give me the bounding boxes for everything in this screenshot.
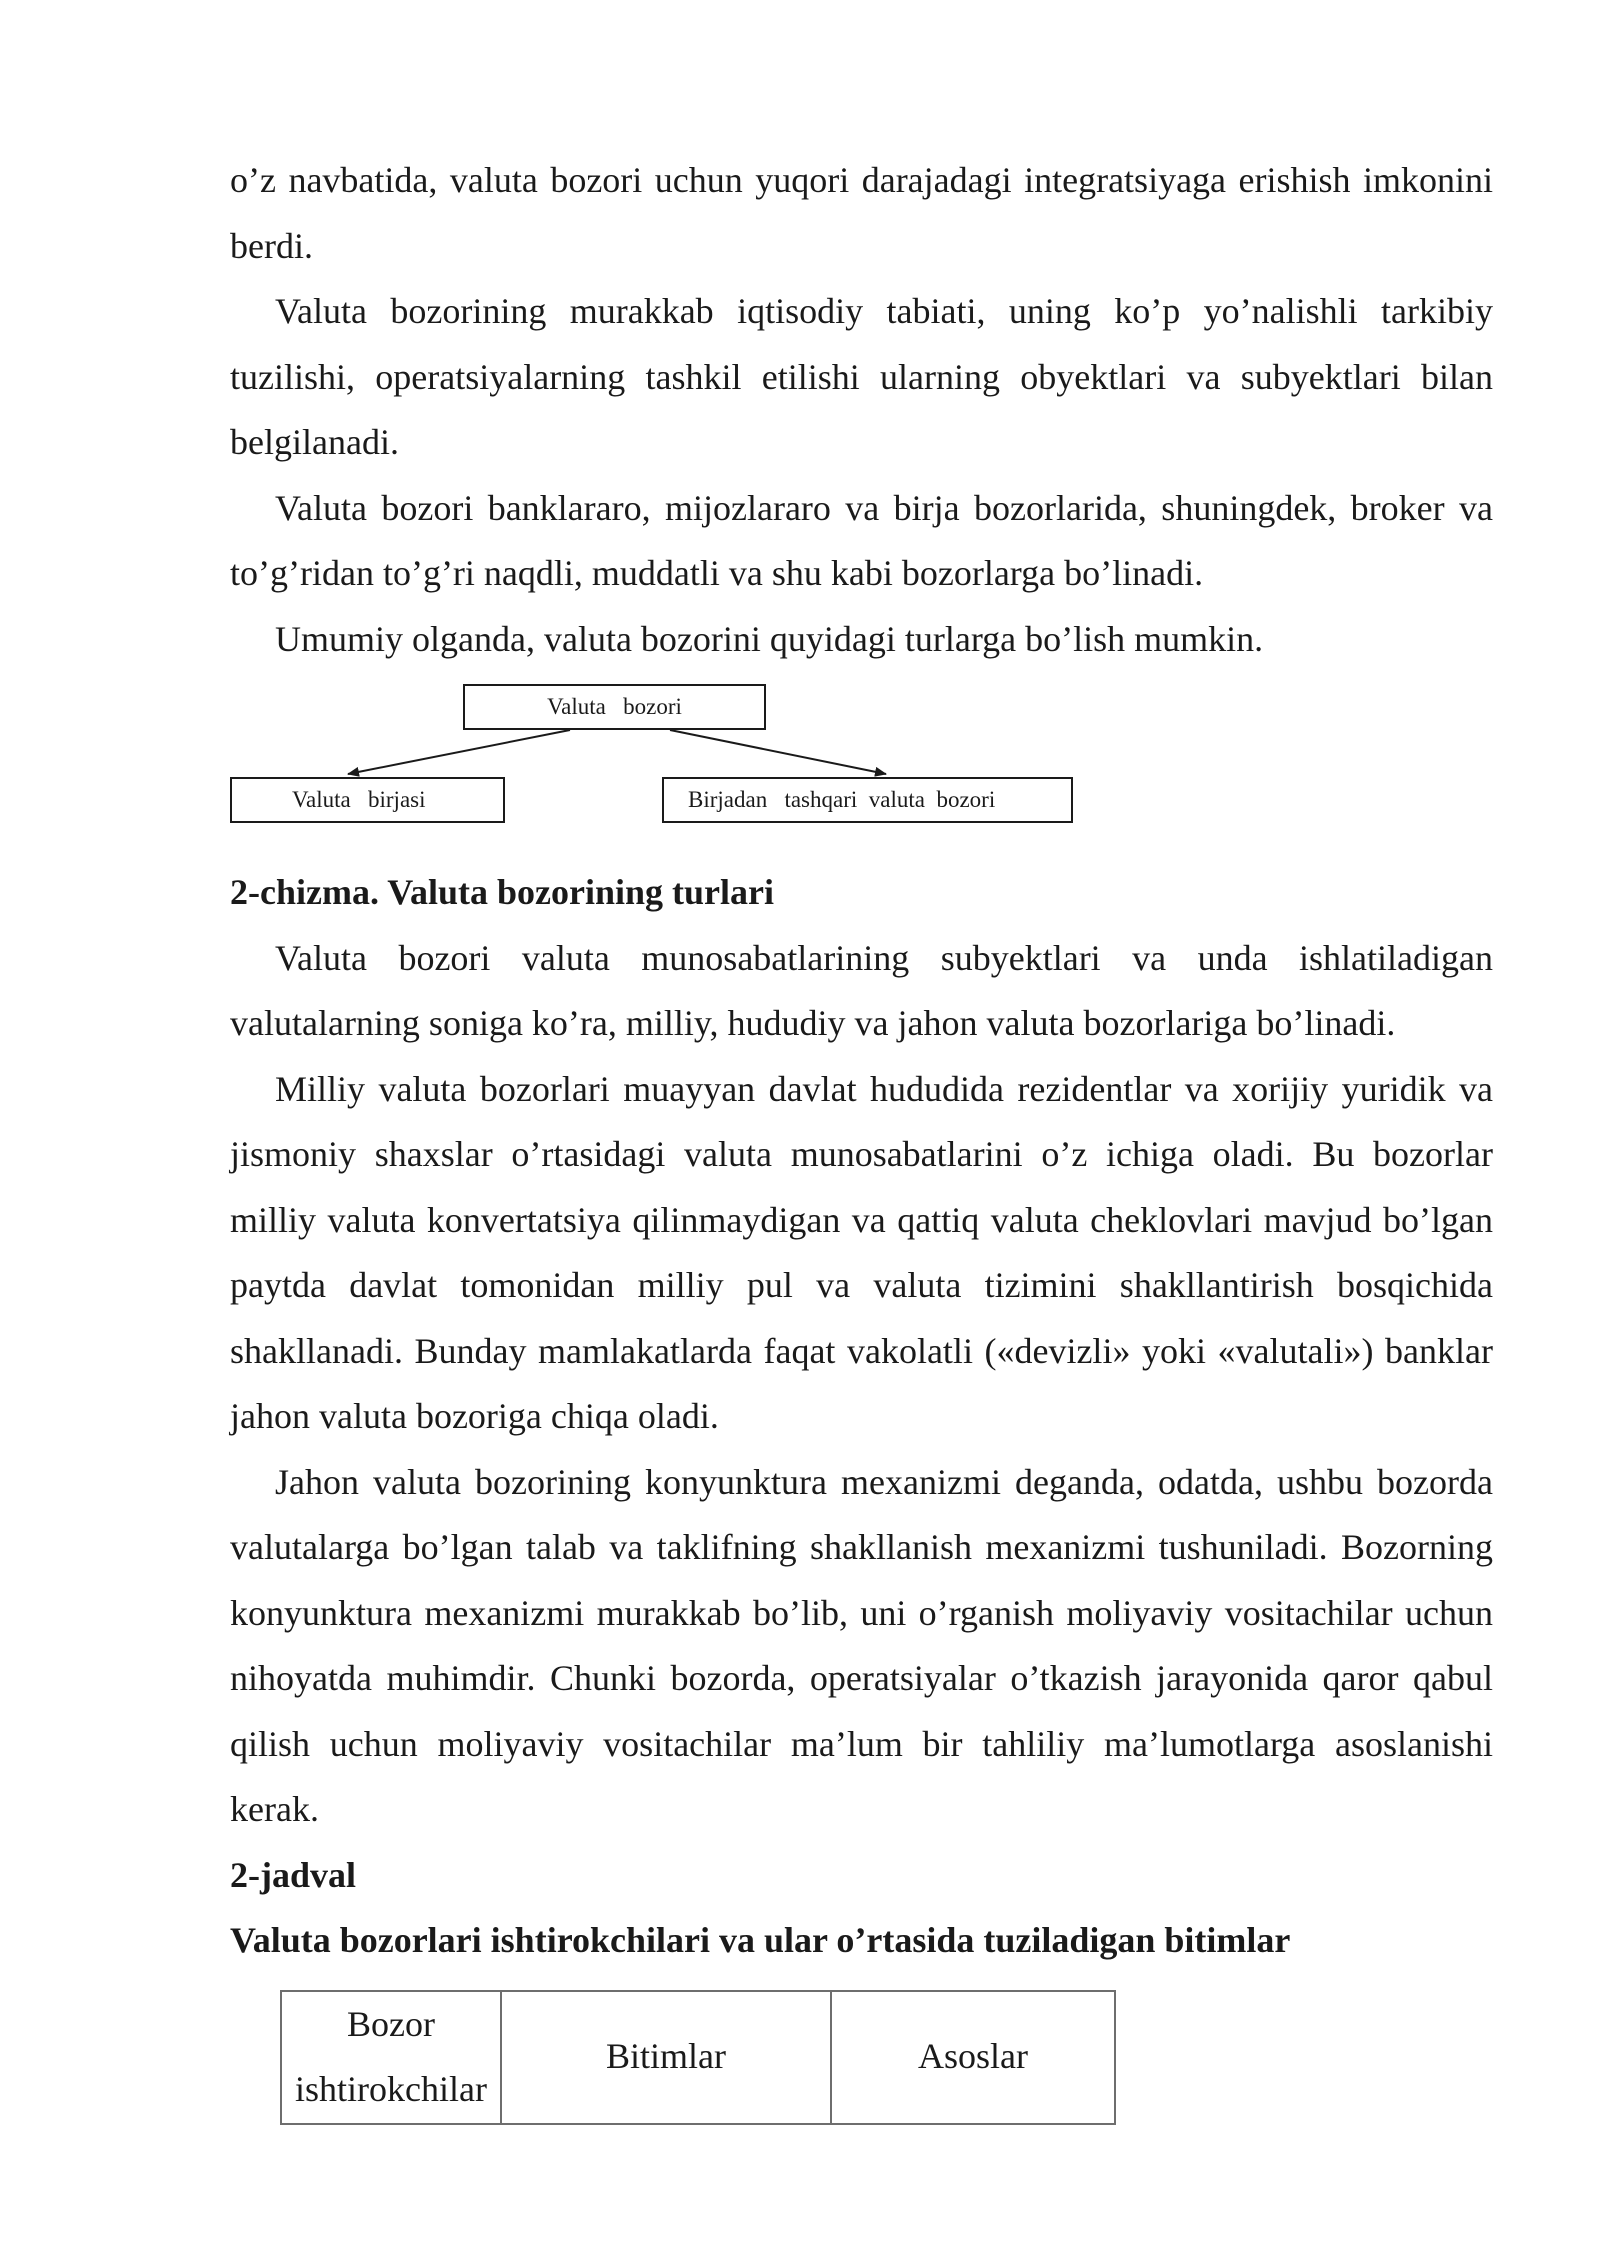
diagram-right-label: Birjadan tashqari valuta bozori: [688, 787, 996, 812]
header-grounds: Asoslar: [831, 1991, 1115, 2124]
arrow-to-left-child: [348, 730, 570, 774]
diagram-right-box: [662, 777, 1073, 823]
paragraph: Milliy valuta bozorlari muayyan davlat hududida rezidentlar va xorijiy yuridik va jismoniy shaxslar o’rtasidagi valuta munosabatlarini o’z ichiga oladi. Bu bozorlar milliy valuta konvertatsiya qilinmaydigan va qattiq valuta cheklovlari mavjud bo’lgan paytda davlat tomonidan milliy pul va valuta tizimini shakllantirish bosqichida shakllanadi. Bunday mamlakatlarda faqat vakolatli («devizli» yoki «valutali») banklar jahon valuta bozoriga chiqa oladi.: [230, 1068, 1493, 1436]
table-title: Valuta bozorlari ishtirokchilari va ular o’rtasida tuziladigan bitimlar: [230, 1920, 1291, 1960]
diagram-left-box: [230, 777, 505, 823]
header-participants-line1: Bozor: [347, 2003, 435, 2044]
table-header-row: [281, 1991, 1115, 2124]
diagram-left-label: Valuta birjasi: [292, 787, 426, 812]
paragraph: Jahon valuta bozorining konyunktura mexanizmi deganda, odatda, ushbu bozorda valutalarga bo’lgan talab va taklifning shakllanish mexanizmi tushuniladi. Bozorning konyunktura mexanizmi murakkab bo’lib, uni o’rganish moliyaviy vositachilar uchun nihoyatda muhimdir. Chunki bozorda, operatsiyalar o’tkazish jarayonida qaror qabul qilish uchun moliyaviy vositachilar ma’lum bir tahliliy ma’lumotlarga asoslanishi kerak.: [230, 1461, 1493, 1829]
header-deals: Bitimlar: [501, 1991, 831, 2124]
paragraph: Valuta bozorining murakkab iqtisodiy tabiati, uning ko’p yo’nalishli tarkibiy tuzilishi, operatsiyalarning tashkil etilishi ularning obyektlari va subyektlari bilan belgilanadi.: [230, 291, 1493, 462]
header-participants-line2: ishtirokchilar: [295, 2069, 487, 2109]
market-types-diagram: [230, 680, 1493, 860]
table-number-label: 2-jadval: [230, 1854, 356, 1895]
diagram-caption: 2-chizma. Valuta bozorining turlari: [230, 872, 775, 912]
participants-table: [280, 1990, 1116, 2125]
paragraph: Umumiy olganda, valuta bozorini quyidagi turlarga bo’lish mumkin.: [275, 618, 1264, 659]
header-participants: [281, 1991, 501, 2124]
diagram-root-box: [463, 684, 766, 730]
paragraph: o’z navbatida, valuta bozori uchun yuqori darajadagi integratsiyaga erishish imkonini berdi.: [230, 160, 1493, 266]
page-content: [230, 148, 1493, 2125]
paragraph: Valuta bozori valuta munosabatlarining subyektlari va unda ishlatiladigan valutalarning soniga ko’ra, milliy, hududiy va jahon valuta bozorlariga bo’linadi.: [230, 937, 1493, 1043]
diagram-root-label: Valuta bozori: [547, 694, 682, 719]
arrow-to-right-child: [670, 730, 886, 774]
paragraph: Valuta bozori banklararo, mijozlararo va birja bozorlarida, shuningdek, broker va to’g’ridan to’g’ri naqdli, muddatli va shu kabi bozorlarga bo’linadi.: [230, 487, 1493, 593]
diagram-connectors: [230, 680, 1493, 860]
